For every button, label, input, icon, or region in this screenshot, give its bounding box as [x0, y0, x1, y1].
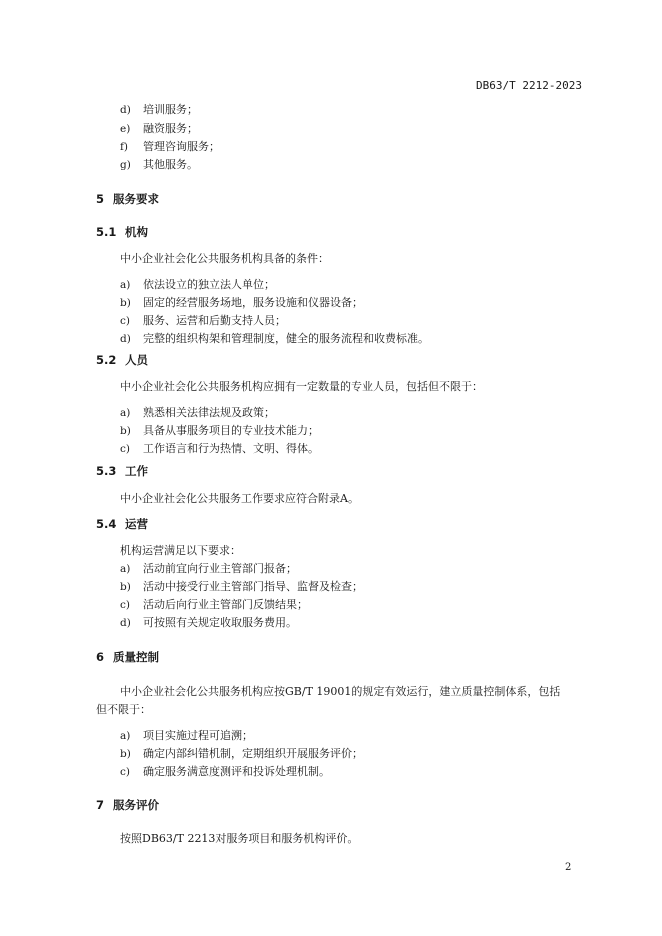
list-item: [120, 578, 363, 594]
list-item: [120, 440, 319, 456]
list-item: [120, 596, 308, 612]
item-text: 活动前宜向行业主管部门报备；: [143, 562, 297, 575]
section-heading-7: 7 服务评价: [96, 798, 159, 812]
paragraph-line-2: 但不限于：: [96, 703, 151, 716]
item-text: 完整的组织构架和管理制度，健全的服务流程和收费标准。: [143, 332, 429, 345]
list-item: [120, 101, 198, 117]
list-item: [120, 276, 275, 292]
item-label: g): [120, 159, 131, 171]
paragraph: 按照DB63/T 2213对服务项目和服务机构评价。: [120, 832, 359, 845]
section-heading-5-1: 5.1 机构: [96, 225, 148, 239]
item-label: d): [120, 617, 131, 629]
list-item: [120, 138, 220, 154]
page-number: 2: [565, 862, 572, 873]
item-label: c): [120, 599, 130, 611]
item-text: 可按照有关规定收取服务费用。: [143, 616, 297, 629]
list-item: [120, 404, 275, 420]
item-label: c): [120, 766, 130, 778]
list-item: [120, 727, 253, 743]
section-heading-6: 6 质量控制: [96, 650, 159, 664]
item-label: e): [120, 123, 131, 135]
item-label: a): [120, 730, 131, 742]
paragraph: 中小企业社会化公共服务机构具备的条件：: [120, 252, 329, 265]
paragraph: 中小企业社会化公共服务机构应拥有一定数量的专业人员，包括但不限于：: [120, 380, 483, 393]
document-header-code: DB63/T 2212-2023: [476, 79, 582, 92]
item-text: 活动后向行业主管部门反馈结果；: [143, 598, 308, 611]
item-label: d): [120, 333, 131, 345]
list-item: [120, 294, 363, 310]
list-item: [120, 614, 297, 630]
section-heading-5-3: 5.3 工作: [96, 464, 148, 478]
item-text: 活动中接受行业主管部门指导、监督及检查；: [143, 580, 363, 593]
list-item: [120, 560, 297, 576]
item-text: 确定内部纠错机制，定期组织开展服务评价；: [143, 747, 363, 760]
paragraph-line-1: 中小企业社会化公共服务机构应按GB/T 19001的规定有效运行，建立质量控制体系，包括: [120, 685, 561, 698]
list-item: [120, 422, 319, 438]
paragraph: 中小企业社会化公共服务工作要求应符合附录A。: [120, 492, 359, 505]
item-label: a): [120, 279, 131, 291]
item-label: b): [120, 425, 131, 437]
list-item: [120, 120, 198, 136]
item-text: 项目实施过程可追溯；: [143, 729, 253, 742]
item-text: 固定的经营服务场地，服务设施和仪器设备；: [143, 296, 363, 309]
item-text: 确定服务满意度测评和投诉处理机制。: [143, 765, 330, 778]
item-text: 服务、运营和后勤支持人员；: [143, 314, 286, 327]
list-item: [120, 745, 363, 761]
list-item: [120, 330, 429, 346]
section-heading-5: 5 服务要求: [96, 192, 159, 206]
item-text: 其他服务。: [143, 158, 198, 171]
section-heading-5-2: 5.2 人员: [96, 353, 148, 367]
item-text: 工作语言和行为热情、文明、得体。: [143, 442, 319, 455]
item-text: 具备从事服务项目的专业技术能力；: [143, 424, 319, 437]
item-label: f): [120, 141, 128, 153]
item-label: c): [120, 443, 130, 455]
list-item: [120, 156, 198, 172]
item-text: 熟悉相关法律法规及政策；: [143, 406, 275, 419]
item-text: 管理咨询服务；: [143, 140, 220, 153]
item-text: 依法设立的独立法人单位；: [143, 278, 275, 291]
item-label: b): [120, 748, 131, 760]
item-label: a): [120, 407, 131, 419]
item-label: c): [120, 315, 130, 327]
item-label: d): [120, 104, 131, 116]
paragraph: 机构运营满足以下要求：: [120, 544, 241, 557]
item-text: 培训服务；: [143, 103, 198, 116]
list-item: [120, 312, 286, 328]
item-text: 融资服务；: [143, 122, 198, 135]
list-item: [120, 763, 330, 779]
item-label: b): [120, 297, 131, 309]
item-label: a): [120, 563, 131, 575]
section-heading-5-4: 5.4 运营: [96, 517, 148, 531]
item-label: b): [120, 581, 131, 593]
